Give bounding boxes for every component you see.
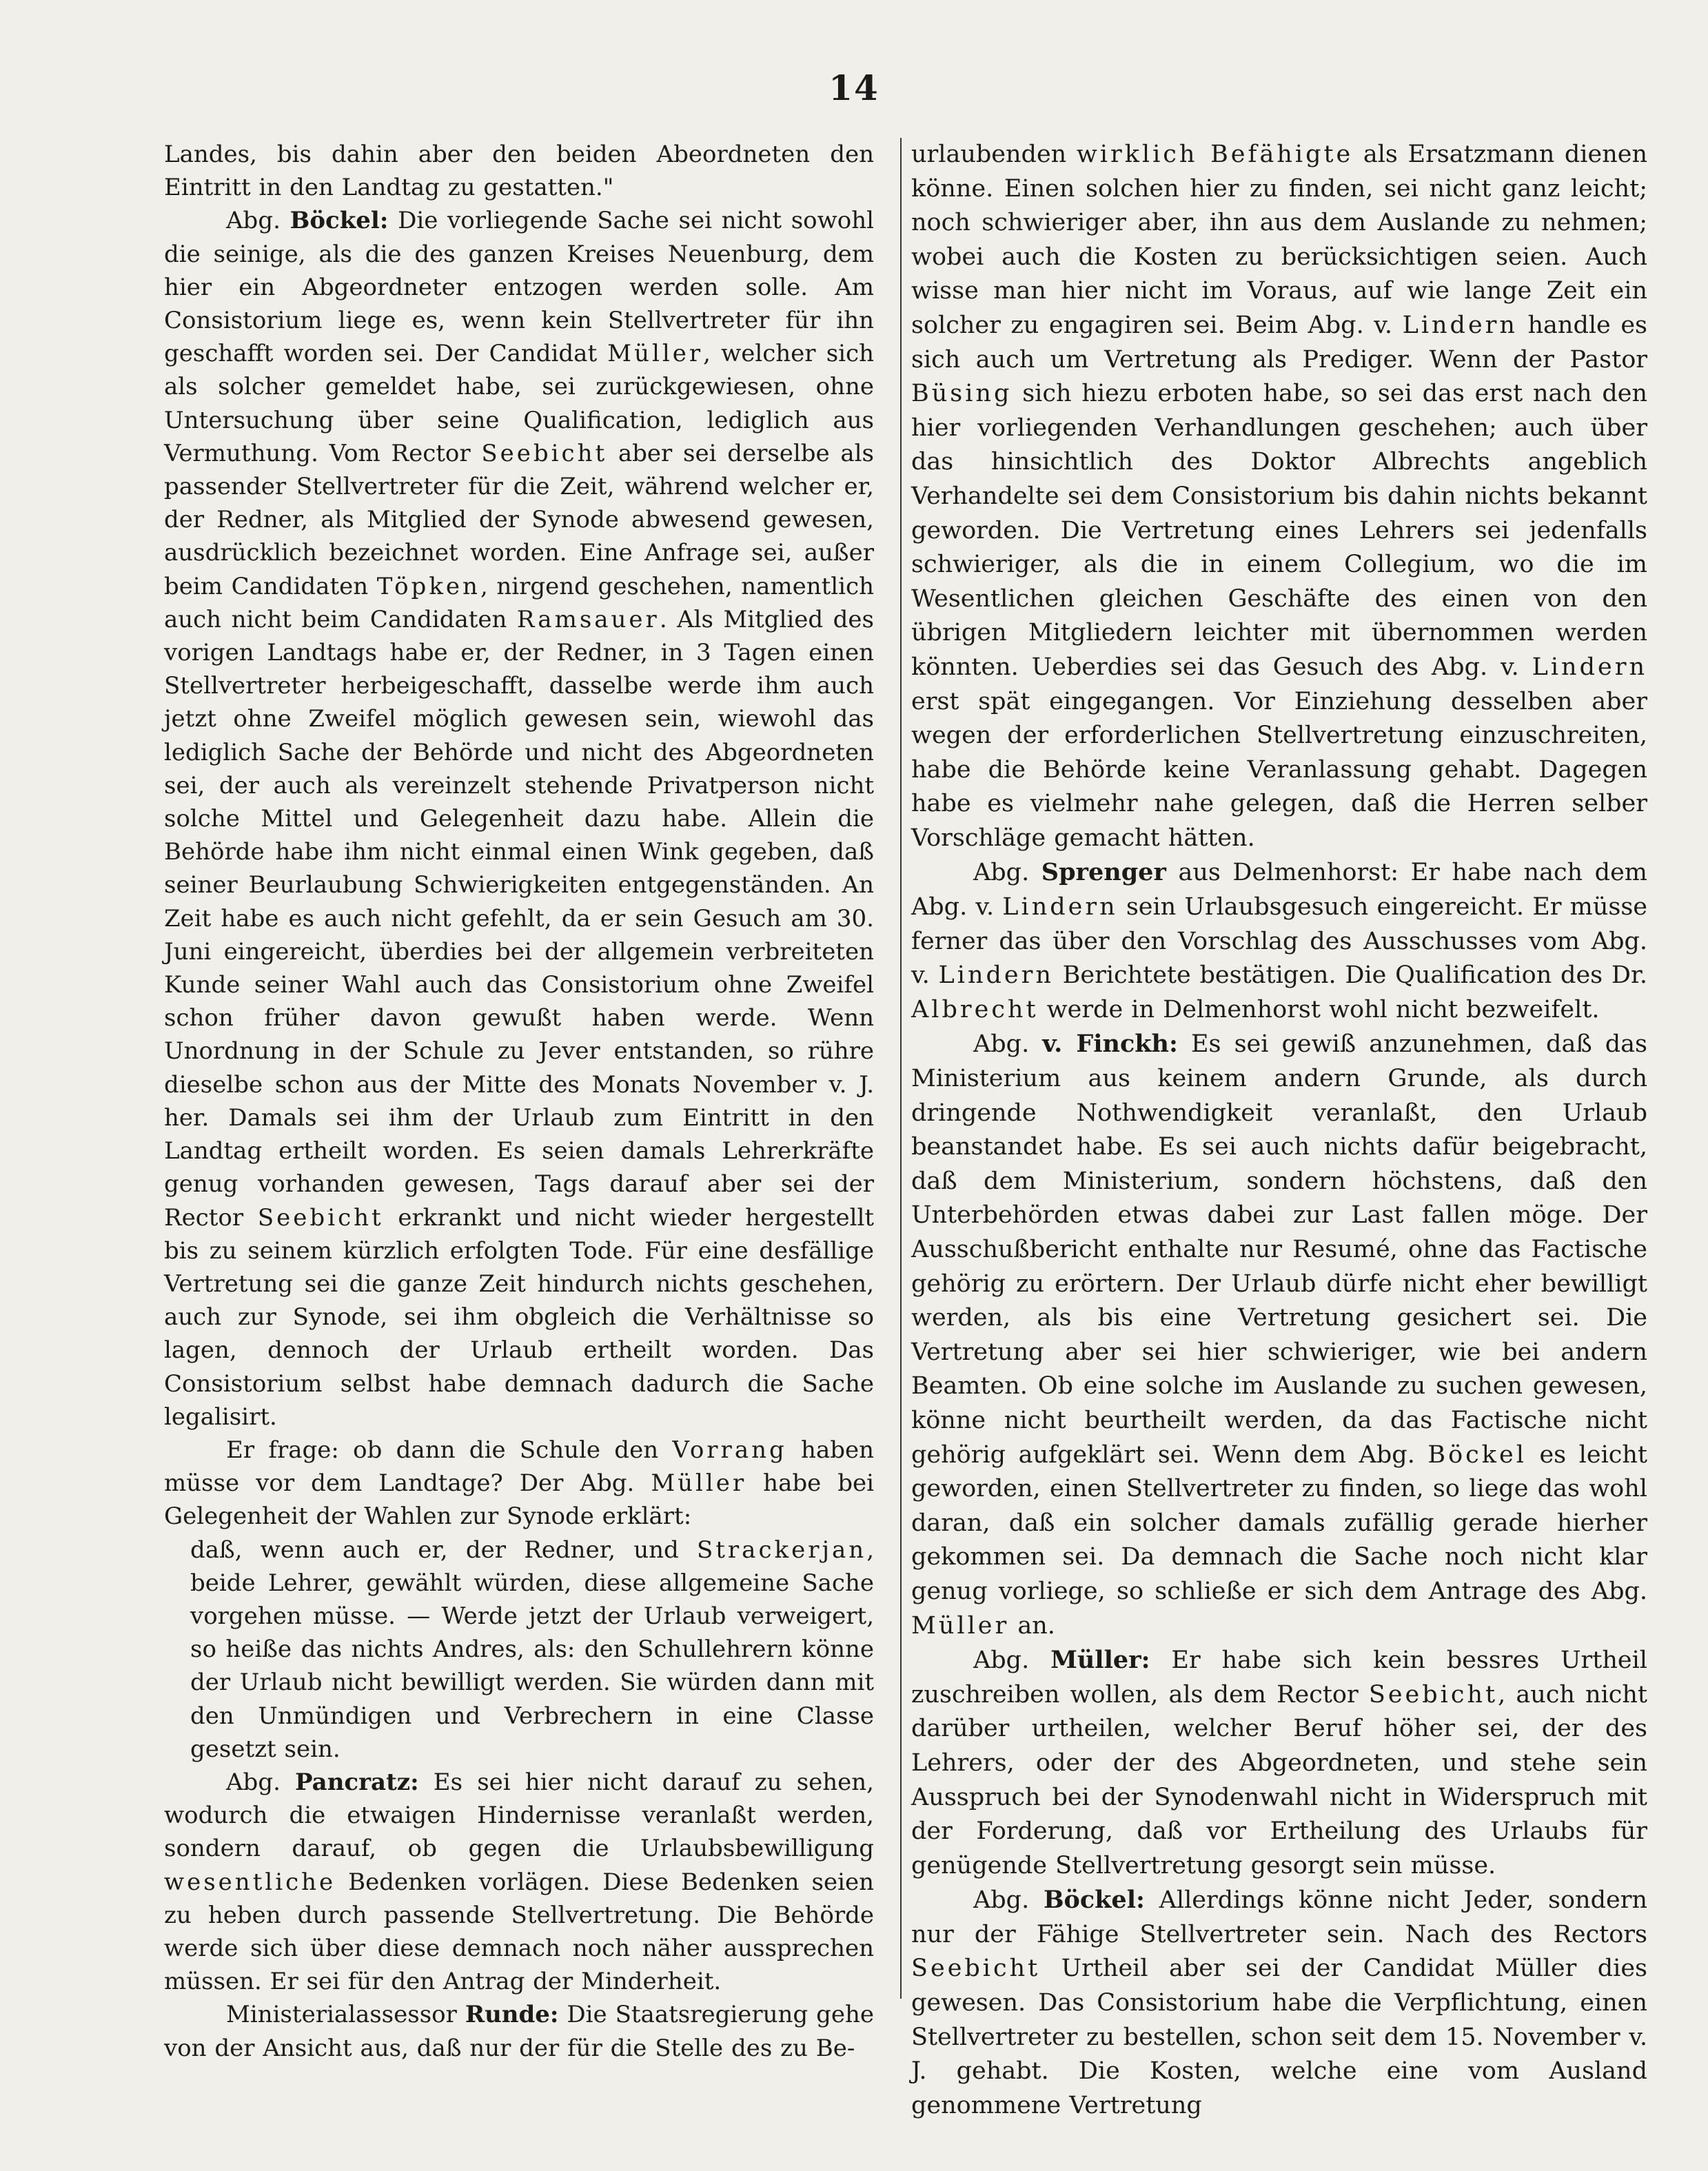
- text-run: aber sei derselbe als passender Stellvertreter für die Zeit, während welcher er, der Redner, als Mitglied der Synode abwesend gewesen, ausdrücklich bezeichnet worden. Eine Anfrage sei, außer beim Candidaten: [164, 439, 874, 600]
- spaced-name: Ramsauer: [516, 605, 660, 633]
- text-run: Die vorliegende Sache sei nicht sowohl die seinige, als die des ganzen Kreises Neuenburg, dem hier ein Abgeordneter entzogen werden solle. Am Consistorium liege es, wenn kein Stellvertreter für ihn geschafft worden sei. Der Candidat: [164, 207, 874, 368]
- spaced-name: Vorrang: [672, 1436, 787, 1464]
- column-divider: [900, 138, 902, 1999]
- text-run: . Als Mitglied des vorigen Landtags habe er, der Redner, in 3 Tagen einen Stellvertreter herbeigeschafft, dasselbe werde ihm auch jetzt ohne Zweifel möglich gewesen sein, wiewohl das lediglich Sache der Behörde und nicht des Abgeordneten sei, der auch als vereinzelt stehende Privatperson nicht solche Mittel und Gelegenheit dazu habe. Allein die Behörde habe ihm nicht einmal einen Wink gegeben, daß seiner Beurlaubung Schwierigkeiten entgegenständen. An Zeit habe es auch nicht gefehlt, da er sein Gesuch am 30. Juni eingereicht, überdies bei der allgemein verbreiteten Kunde seiner Wahl auch das Consistorium ohne Zweifel schon früher davon gewußt haben werde. Wenn Unordnung in der Schule zu Jever entstanden, so rühre dieselbe schon aus der Mitte des Monats November v. J. her. Damals sei ihm der Urlaub zum Eintritt in den Landtag ertheilt worden. Es seien damals Lehrerkräfte genug vorhanden gewesen, Tags darauf aber sei der Rector: [164, 605, 874, 1232]
- text-run: Urtheil aber sei der Candidat Müller dies gewesen. Das Consistorium habe die Verpflichtung, einen Stellvertreter zu bestellen, schon seit dem 15. November v. J. gehabt. Die Kosten, welche eine vom Ausland genommene Vertretung: [911, 1955, 1647, 2119]
- paragraph: [164, 1533, 874, 1766]
- text-run: Es sei hier nicht darauf zu sehen, wodurch die etwaigen Hindernisse veranlaßt werden, sondern darauf, ob gegen die Urlaubsbewilligung: [164, 1768, 874, 1863]
- text-run: aus Delmenhorst: Er habe nach dem Abg. v.: [911, 859, 1647, 921]
- text-run: Abg.: [226, 1768, 296, 1796]
- spaced-name: Seebicht: [1368, 1680, 1498, 1709]
- paragraph: [164, 1766, 874, 1998]
- paragraph: [911, 138, 1647, 855]
- text-run: , nirgend geschehen, namentlich auch nicht beim Candidaten: [164, 572, 874, 633]
- spaced-name: Strackerjan: [696, 1536, 867, 1564]
- text-run: Es sei gewiß anzunehmen, daß das Ministerium aus keinem andern Grunde, als durch dringende Nothwendigkeit veranlaßt, den Urlaub beanstandet habe. Es sei auch nichts dafür beigebracht, daß dem Ministerium, sondern höchstens, daß den Unterbehörden etwas dabei zur Last fallen möge. Der Ausschußbericht enthalte nur Resumé, ohne das Factische gehörig zu erörtern. Der Urlaub dürfe nicht eher bewilligt werden, als bis eine Vertretung gesichert sei. Die Vertretung aber sei hier schwieriger, wie bei andern Beamten. Ob eine solche im Auslande zu suchen gewesen, könne nicht beurtheilt werden, da das Factische nicht gehörig aufgeklärt sei. Wenn dem Abg.: [911, 1030, 1647, 1469]
- speaker-name: Böckel:: [289, 207, 389, 235]
- spaced-name: Lindern: [938, 961, 1054, 990]
- text-run: werde in Delmenhorst wohl nicht bezweifelt.: [1038, 995, 1600, 1023]
- text-run: daß, wenn auch er, der Redner, und: [190, 1536, 697, 1564]
- spaced-name: Lindern: [1532, 653, 1647, 681]
- spaced-name: Seebicht: [911, 1955, 1041, 1983]
- spaced-name: Albrecht: [911, 995, 1039, 1023]
- text-run: Berichtete bestätigen. Die Qualification des Dr.: [1053, 961, 1647, 990]
- paragraph: [164, 1998, 874, 2064]
- text-run: Abg.: [973, 1886, 1044, 1915]
- spaced-name: Töpken: [376, 572, 480, 600]
- text-run: Die Staatsregierung gehe von der Ansicht aus, daß nur der für die Stelle des zu Be-: [164, 2001, 874, 2062]
- speaker-name: Böckel:: [1043, 1886, 1145, 1915]
- text-run: handle es sich auch um Vertretung als Prediger. Wenn der Pastor: [911, 311, 1648, 374]
- text-run: habe bei Gelegenheit der Wahlen zur Synode erklärt:: [164, 1469, 874, 1531]
- spaced-name: Müller: [607, 340, 704, 368]
- text-run: Landes, bis dahin aber den beiden Abeordneten den Eintritt in den Landtag zu gestatten.": [164, 141, 874, 202]
- text-run: sich hiezu erboten habe, so sei das erst nach den hier vorliegenden Verhandlungen geschehen; auch über das hinsichtlich des Doktor Albrechts angeblich Verhandelte sei dem Consistorium bis dahin nichts bekannt geworden. Die Vertretung eines Lehrers sei jedenfalls schwieriger, als die in einem Collegium, wo die im Wesentlichen gleichen Geschäfte des einen von den übrigen Mitgliedern leichter mit übernommen werden könnten. Ueberdies sei das Gesuch des Abg. v.: [911, 380, 1647, 681]
- text-run: Allerdings könne nicht Jeder, sondern nur der Fähige Stellvertreter sein. Nach des Rectors: [911, 1886, 1647, 1948]
- text-run: Bedenken vorlägen. Diese Bedenken seien zu heben durch passende Stellvertretung. Die Behörde werde sich über diese demnach noch näher aussprechen müssen. Er sei für den Antrag der Minderheit.: [164, 1868, 874, 1996]
- spaced-name: wesentliche: [164, 1868, 336, 1896]
- spaced-name: Böckel: [1427, 1440, 1527, 1469]
- text-run: sein Urlaubsgesuch eingereicht. Er müsse ferner das über den Vorschlag des Ausschusses vom Abg. v.: [911, 893, 1647, 990]
- speaker-name: Sprenger: [1041, 858, 1166, 887]
- text-run: erst spät eingegangen. Vor Einziehung desselben aber wegen der erforderlichen Stellvertretung einzuschreiten, habe die Behörde keine Veranlassung gehabt. Dagegen habe es vielmehr nahe gelegen, daß die Herren selber Vorschläge gemacht hätten.: [911, 687, 1647, 852]
- text-run: Abg.: [973, 1030, 1043, 1059]
- text-run: an.: [1009, 1611, 1055, 1640]
- spaced-name: Müller: [651, 1469, 747, 1498]
- text-run: , beide Lehrer, gewählt würden, diese allgemeine Sache vorgehen müsse. — Werde jetzt der Urlaub verweigert, so heiße das nichts Andres, als: den Schullehrern könne der Urlaub nicht bewilligt werden. Sie würden dann mit den Unmündigen und Verbrechern in eine Classe gesetzt sein.: [190, 1536, 874, 1763]
- paragraph: [911, 1883, 1647, 2123]
- text-run: haben müsse vor dem Landtage? Der Abg.: [164, 1436, 875, 1498]
- text-run: Er habe sich kein bessres Urtheil zuschreiben wollen, als dem Rector: [911, 1647, 1647, 1709]
- right-column: [911, 138, 1647, 2123]
- left-column: [164, 138, 874, 2065]
- paragraph: [911, 1643, 1647, 1883]
- spaced-name: Lindern: [1002, 893, 1118, 921]
- paragraph: [164, 1434, 874, 1533]
- spaced-name: Lindern: [1402, 311, 1518, 339]
- speaker-name: Runde:: [465, 2001, 559, 2029]
- spaced-name: Seebicht: [257, 1203, 384, 1232]
- text-run: Abg.: [973, 1647, 1051, 1675]
- paragraph: [911, 855, 1647, 1027]
- text-run: Abg.: [973, 859, 1041, 887]
- paragraph: [164, 204, 874, 1434]
- spaced-name: Büsing: [911, 380, 1013, 408]
- text-run: Ministerialassessor: [226, 2001, 465, 2029]
- text-run: Abg.: [226, 207, 290, 235]
- text-run: Er frage: ob dann die Schule den: [226, 1436, 673, 1464]
- page-number: 14: [828, 68, 880, 108]
- spaced-name: Müller: [911, 1611, 1010, 1640]
- text-run: urlaubenden: [911, 141, 1077, 168]
- text-run: als Ersatzmann dienen könne. Einen solchen hier zu finden, sei nicht ganz leicht; noch schwieriger aber, ihn aus dem Auslande zu nehmen; wobei auch die Kosten zu berücksichtigen seien. Auch wisse man hier nicht im Voraus, auf wie lange Zeit ein solcher zu engagiren sei. Beim Abg. v.: [911, 141, 1647, 339]
- spaced-name: wirklich Befähigte: [1076, 141, 1354, 168]
- text-run: , welcher sich als solcher gemeldet habe, sei zurückgewiesen, ohne Untersuchung über seine Qualification, lediglich aus Vermuthung. Vom Rector: [164, 340, 874, 467]
- speaker-name: Pancratz:: [295, 1768, 419, 1796]
- speaker-name: Müller:: [1050, 1646, 1150, 1675]
- speaker-name: v. Finckh:: [1042, 1030, 1178, 1059]
- spaced-name: Seebicht: [481, 439, 608, 467]
- text-run: es leicht geworden, einen Stellvertreter zu finden, so liege das wohl daran, daß ein solcher damals zufällig gerade hierher gekommen sei. Da demnach die Sache noch nicht klar genug vorliege, so schließe er sich dem Antrage des Abg.: [911, 1440, 1647, 1605]
- paragraph: [911, 1027, 1647, 1643]
- paragraph: [164, 138, 874, 204]
- text-run: , auch nicht darüber urtheilen, welcher Beruf höher sei, der des Lehrers, oder der des Abgeordneten, und stehe sein Ausspruch bei der Synodenwahl nicht in Widerspruch mit der Forderung, daß vor Ertheilung des Urlaubs für genügende Stellvertretung gesorgt sein müsse.: [911, 1680, 1648, 1879]
- text-run: erkrankt und nicht wieder hergestellt bis zu seinem kürzlich erfolgten Tode. Für eine desfällige Vertretung sei die ganze Zeit hindurch nichts geschehen, auch zur Synode, sei ihm obgleich die Verhältnisse so lagen, dennoch der Urlaub ertheilt worden. Das Consistorium selbst habe demnach dadurch die Sache legalisirt.: [164, 1203, 874, 1431]
